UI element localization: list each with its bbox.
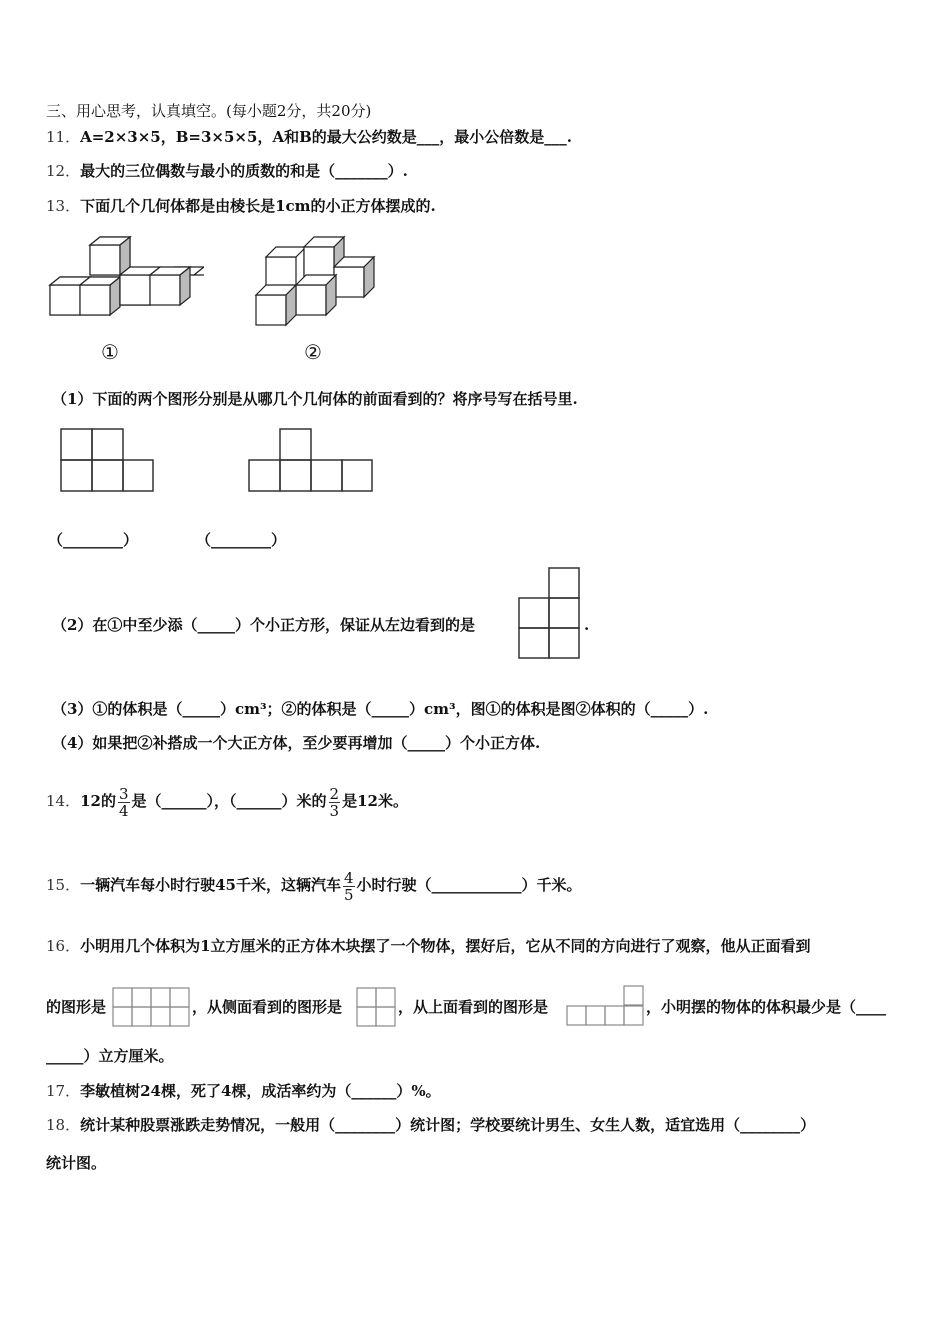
question-18 <box>46 1115 815 1135</box>
solid-figure-2 <box>250 232 390 328</box>
q14-text-a: 12的 <box>80 792 116 810</box>
question-number: 18． <box>46 1116 81 1134</box>
q14-text-b: 是（______），（______）米的 <box>131 792 327 810</box>
answer-blank-a: （________） <box>48 531 139 549</box>
answer-blank-b: （________） <box>196 531 287 549</box>
q13-part2 <box>52 615 475 635</box>
fraction-3-4 <box>118 786 130 819</box>
section-title: 三、用心思考，认真填空。(每小题2分，共20分) <box>46 102 372 120</box>
denominator: 5 <box>343 885 354 904</box>
q16-line2-d: ，小明摆的物体的体积最少是（____ <box>646 998 887 1016</box>
q15-text-b: 小时行驶（____________）千米。 <box>356 876 582 894</box>
question-number: 16． <box>46 937 81 955</box>
q16-line2-a: 的图形是 <box>46 998 107 1016</box>
question-17 <box>46 1081 441 1101</box>
figure-label-1: ① <box>101 340 119 364</box>
numerator: 4 <box>343 868 354 887</box>
q13-part3: （3）①的体积是（_____）cm³；②的体积是（_____）cm³，图①的体积是图②体积的（_____）. <box>52 700 709 718</box>
part2-period: . <box>584 616 590 634</box>
q16-side-view <box>356 987 396 1027</box>
fraction-4-5 <box>343 870 355 903</box>
q16-line3: _____）立方厘米。 <box>46 1047 174 1065</box>
question-15 <box>46 850 582 920</box>
front-view-b <box>248 428 374 493</box>
denominator: 3 <box>329 801 340 820</box>
denominator: 4 <box>118 801 129 820</box>
question-number: 11． <box>46 128 81 146</box>
q16-top-view <box>566 985 644 1027</box>
question-16 <box>46 936 811 956</box>
solid-figure-1-overlay <box>44 232 204 324</box>
left-view-figure <box>518 567 582 662</box>
q14-text-c: 是12米。 <box>342 792 408 810</box>
question-text: 李敏植树24棵，死了4棵，成活率约为（______）%。 <box>80 1082 441 1100</box>
question-number: 15． <box>46 876 81 894</box>
question-12 <box>46 161 408 181</box>
question-number: 14． <box>46 792 81 810</box>
numerator: 3 <box>118 784 129 803</box>
figure-label-2: ② <box>304 340 322 364</box>
question-number: 13． <box>46 197 81 215</box>
q16-front-view <box>112 987 190 1027</box>
part2-text: （2）在①中至少添（_____）个小正方形，保证从左边看到的是 <box>52 616 475 634</box>
q13-part4: （4）如果把②补搭成一个大正方体，至少要再增加（_____）个小正方体. <box>52 734 541 752</box>
question-text: 最大的三位偶数与最小的质数的和是（_______）. <box>80 162 408 180</box>
q13-part1: （1）下面的两个图形分别是从哪几个几何体的前面看到的？将序号写在括号里. <box>52 390 578 408</box>
question-text: 下面几个几何体都是由棱长是1cm的小正方体摆成的. <box>80 197 436 215</box>
front-view-a <box>60 428 155 493</box>
numerator: 2 <box>329 784 340 803</box>
q16-line2-c: ，从上面看到的图形是 <box>398 998 549 1016</box>
q16-line2-b: ，从侧面看到的图形是 <box>192 998 343 1016</box>
question-13 <box>46 196 436 216</box>
fraction-2-3 <box>329 786 341 819</box>
question-number: 12． <box>46 162 81 180</box>
question-text: A=2×3×5，B=3×5×5，A和B的最大公约数是___，最小公倍数是___. <box>80 128 572 146</box>
q18-line2: 统计图。 <box>46 1154 107 1172</box>
question-number: 17． <box>46 1082 81 1100</box>
question-text: 小明用几个体积为1立方厘米的正方体木块摆了一个物体，摆好后，它从不同的方向进行了观察，他从正面看到 <box>80 937 811 955</box>
question-14 <box>46 766 408 836</box>
q15-text-a: 一辆汽车每小时行驶45千米，这辆汽车 <box>80 876 341 894</box>
question-11 <box>46 127 572 147</box>
question-text: 统计某种股票涨跌走势情况，一般用（________）统计图；学校要统计男生、女生人数，适宜选用（________） <box>80 1116 816 1134</box>
